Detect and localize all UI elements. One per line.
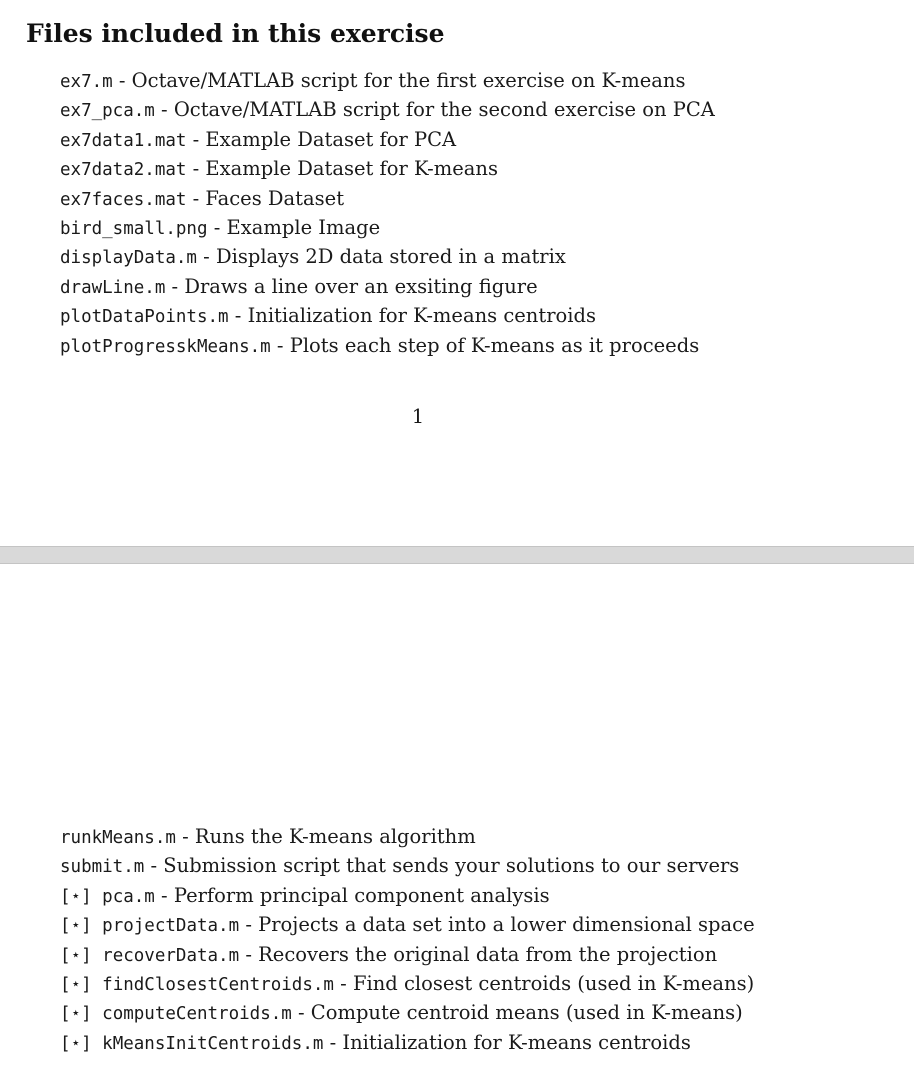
list-item xyxy=(60,1028,755,1057)
file-description: - Example Image xyxy=(207,215,381,239)
list-item xyxy=(60,125,715,154)
list-item xyxy=(60,822,755,851)
list-item xyxy=(60,851,755,880)
list-item xyxy=(60,301,715,330)
file-description: - Runs the K-means algorithm xyxy=(175,825,476,848)
file-name: ex7.m xyxy=(60,72,113,92)
file-name: projectData.m xyxy=(102,916,240,937)
document-page-2 xyxy=(0,564,914,1088)
file-name: kMeansInitCentroids.m xyxy=(102,1033,324,1054)
list-item xyxy=(60,940,755,969)
file-description: - Perform principal component analysis xyxy=(154,883,550,907)
file-description: - Displays 2D data stored in a matrix xyxy=(196,245,566,269)
required-marker: [⋆] xyxy=(60,916,103,937)
file-description: - Submission script that sends your solutions to our servers xyxy=(144,854,740,878)
file-description: - Example Dataset for PCA xyxy=(186,127,457,151)
required-marker: [⋆] xyxy=(60,1004,103,1025)
list-item xyxy=(60,881,755,910)
file-name: pca.m xyxy=(102,886,155,907)
file-name: ex7data2.mat xyxy=(60,160,187,181)
list-item xyxy=(60,331,715,360)
file-name: drawLine.m xyxy=(60,277,166,298)
file-name: runkMeans.m xyxy=(60,828,176,848)
file-list-page-1 xyxy=(60,66,715,360)
file-description: - Draws a line over an exsiting figure xyxy=(165,274,538,298)
list-item xyxy=(60,272,715,301)
file-name: ex7faces.mat xyxy=(60,189,187,210)
file-description: - Plots each step of K-means as it proceeds xyxy=(270,333,700,357)
file-name: plotProgresskMeans.m xyxy=(60,336,271,357)
file-description: - Octave/MATLAB script for the second exercise on PCA xyxy=(154,98,715,122)
file-name: computeCentroids.m xyxy=(102,1004,292,1025)
file-description: - Octave/MATLAB script for the first exercise on K-means xyxy=(112,69,686,92)
file-list-page-2 xyxy=(60,822,755,1057)
file-description: - Initialization for K-means centroids xyxy=(323,1030,691,1054)
file-description: - Projects a data set into a lower dimensional space xyxy=(239,913,755,937)
list-item xyxy=(60,242,715,271)
required-marker: [⋆] xyxy=(60,974,103,995)
file-name: ex7data1.mat xyxy=(60,130,187,151)
file-name: ex7_pca.m xyxy=(60,101,155,122)
file-description: - Example Dataset for K-means xyxy=(186,157,498,181)
list-item xyxy=(60,95,715,124)
file-name: submit.m xyxy=(60,857,145,878)
list-item xyxy=(60,213,715,242)
list-item xyxy=(60,910,755,939)
file-description: - Faces Dataset xyxy=(186,186,345,210)
required-marker: [⋆] xyxy=(60,945,103,966)
file-description: - Initialization for K-means centroids xyxy=(228,304,596,328)
list-item xyxy=(60,998,755,1027)
file-description: - Recovers the original data from the projection xyxy=(239,942,718,966)
page-separator xyxy=(0,546,914,564)
file-name: recoverData.m xyxy=(102,945,240,966)
list-item xyxy=(60,969,755,998)
required-marker: [⋆] xyxy=(60,886,103,907)
file-description: - Find closest centroids (used in K-means) xyxy=(333,971,755,995)
file-description: - Compute centroid means (used in K-means) xyxy=(291,1001,743,1025)
list-item xyxy=(60,184,715,213)
file-name: findClosestCentroids.m xyxy=(102,974,334,995)
list-item xyxy=(60,154,715,183)
section-title: Files included in this exercise xyxy=(26,19,445,48)
file-name: displayData.m xyxy=(60,248,197,269)
list-item xyxy=(60,66,715,95)
page-number: 1 xyxy=(411,405,425,428)
file-name: bird_small.png xyxy=(60,218,208,239)
required-marker: [⋆] xyxy=(60,1033,103,1054)
file-name: plotDataPoints.m xyxy=(60,307,229,328)
